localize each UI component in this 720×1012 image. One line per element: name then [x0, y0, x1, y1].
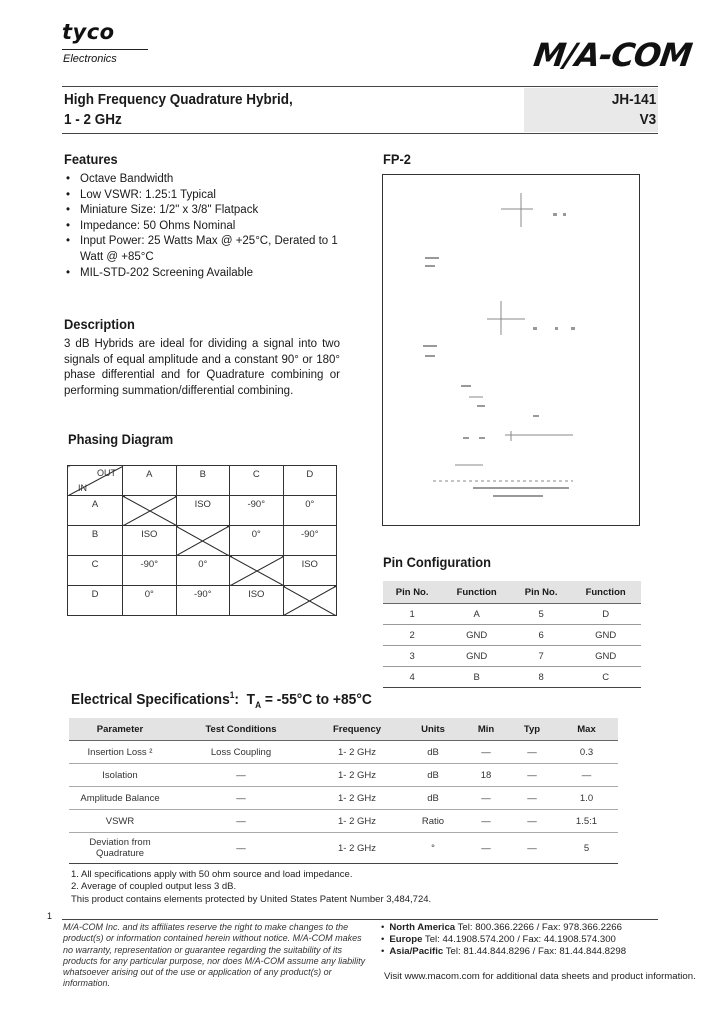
phasing-table	[67, 465, 337, 616]
phasing-cell: ISO	[123, 526, 177, 556]
fp2-heading: FP-2	[383, 151, 411, 167]
pin-cell: GND	[570, 625, 641, 646]
elec-heading-temp-range: = -55°C to +85°C	[261, 691, 372, 708]
elec-cell: Deviation from Quadrature	[69, 833, 171, 864]
elec-cell: Ratio	[403, 810, 463, 833]
pin-cell: 6	[512, 625, 570, 646]
phasing-row	[68, 586, 337, 616]
description-text: 3 dB Hybrids are ideal for dividing a signal into two signals of equal amplitude and a constant 90° or 180° phase differential and for Quadrature combining or performing summation/differential combining.	[64, 338, 340, 397]
pin-cell: C	[570, 667, 641, 688]
elec-cell: —	[509, 810, 555, 833]
phasing-heading: Phasing Diagram	[68, 431, 174, 447]
phasing-cell-na	[283, 586, 337, 616]
elec-cell: Amplitude Balance	[69, 787, 171, 810]
phasing-cell: ISO	[176, 496, 230, 526]
elec-cell: —	[171, 810, 311, 833]
outline-drawing	[383, 175, 639, 525]
title-line-2: 1 - 2 GHz	[64, 111, 122, 128]
elec-cell: Isolation	[69, 764, 171, 787]
pin-table-header	[383, 581, 641, 604]
elec-cell: Loss Coupling	[171, 741, 311, 764]
pin-cell: 3	[383, 646, 441, 667]
elec-cell: —	[509, 741, 555, 764]
contact-row	[381, 946, 626, 958]
elec-col-header: Frequency	[311, 718, 403, 741]
elec-heading-text: Electrical Specifications	[71, 691, 230, 708]
elec-col-header: Min	[463, 718, 509, 741]
outline-drawing-frame	[382, 174, 640, 526]
title-line-1: High Frequency Quadrature Hybrid,	[64, 91, 293, 108]
pin-cell: GND	[570, 646, 641, 667]
elec-cell: 1.5:1	[555, 810, 618, 833]
note-item: 1. All specifications apply with 50 ohm source and load impedance.	[71, 869, 353, 880]
phasing-row-header: B	[68, 526, 123, 556]
note-item: This product contains elements protected by United States Patent Number 3,484,724.	[71, 893, 432, 905]
header-rule	[62, 86, 658, 87]
pin-config-table	[383, 581, 641, 688]
note-item: 2. Average of coupled output less 3 dB.	[71, 881, 237, 893]
elec-col-header: Max	[555, 718, 618, 741]
logo-divider	[62, 49, 148, 50]
elec-cell: Insertion Loss ²	[69, 741, 171, 764]
pin-col-header: Function	[441, 581, 512, 604]
elec-heading-temp-symbol: T	[246, 691, 256, 708]
phasing-cell: 0°	[123, 586, 177, 616]
elec-cell: —	[463, 787, 509, 810]
elec-row	[69, 764, 618, 787]
elec-cell: dB	[403, 787, 463, 810]
phasing-cell: -90°	[230, 496, 284, 526]
document-title	[64, 90, 293, 130]
elec-cell: 18	[463, 764, 509, 787]
elec-cell: —	[509, 764, 555, 787]
pin-cell: 7	[512, 646, 570, 667]
contact-row	[381, 934, 626, 946]
pin-cell: 2	[383, 625, 441, 646]
phasing-row-header: A	[68, 496, 123, 526]
elec-cell: —	[171, 833, 311, 864]
phasing-cell: 0°	[230, 526, 284, 556]
elec-specs-table	[69, 718, 618, 864]
elec-cell: dB	[403, 764, 463, 787]
phasing-col-header: B	[176, 466, 230, 496]
contact-numbers: Tel: 81.44.844.8296 / Fax: 81.44.844.8298	[445, 945, 627, 957]
elec-cell: 1- 2 GHz	[311, 833, 403, 864]
feature-item: • MIL-STD-202 Screening Available	[64, 266, 364, 282]
phasing-cell: -90°	[123, 556, 177, 586]
elec-cell: VSWR	[69, 810, 171, 833]
pin-cell: B	[441, 667, 512, 688]
pin-col-header: Pin No.	[383, 581, 441, 604]
pin-row	[383, 604, 641, 625]
elec-cell: —	[463, 833, 509, 864]
page-number: 1	[47, 911, 53, 921]
contact-numbers: Tel: 44.1908.574.200 / Fax: 44.1908.574.300	[424, 933, 616, 945]
part-number-value: JH-141	[611, 91, 656, 108]
part-number	[612, 90, 656, 130]
phasing-cell-na	[176, 526, 230, 556]
phasing-row-header: C	[68, 556, 123, 586]
elec-cell: °	[403, 833, 463, 864]
disclaimer: M/A-COM Inc. and its affiliates reserve the right to make changes to the product(s) or information contained herein without notice. M/A-COM makes no warranty, representation or guarantee regarding the suitability of its products for any particular purpose, nor does M/A-COM assume any liability whatsoever arising out of the use or application of any product(s) or information.	[63, 922, 366, 989]
phasing-col-header: D	[283, 466, 337, 496]
contact-list	[381, 922, 626, 957]
features-list	[64, 172, 364, 281]
phasing-cell: ISO	[230, 586, 284, 616]
pin-row	[383, 646, 641, 667]
version-value: V3	[639, 111, 656, 128]
phasing-row	[68, 496, 337, 526]
elec-cell: —	[509, 787, 555, 810]
elec-heading-temp-sub: A	[255, 700, 262, 710]
phasing-row-header: D	[68, 586, 123, 616]
elec-row	[69, 741, 618, 764]
macom-logo: M/A-COM	[531, 36, 694, 74]
phasing-cell-na	[230, 556, 284, 586]
contact-region: North America	[389, 922, 456, 933]
pin-row	[383, 625, 641, 646]
pin-cell: GND	[441, 625, 512, 646]
pin-cell: D	[570, 604, 641, 625]
tyco-logo-subtitle: Electronics	[63, 53, 117, 65]
out-label: OUT	[97, 468, 116, 478]
elec-cell: 1- 2 GHz	[311, 787, 403, 810]
elec-cell: —	[171, 764, 311, 787]
elec-row	[69, 787, 618, 810]
elec-cell: 5	[555, 833, 618, 864]
website-note: Visit www.macom.com for additional data sheets and product information.	[384, 971, 696, 982]
phasing-cell: -90°	[176, 586, 230, 616]
pin-col-header: Pin No.	[512, 581, 570, 604]
phasing-cell: 0°	[283, 496, 337, 526]
feature-item: • Input Power: 25 Watts Max @ +25°C, Derated to 1 Watt @ +85°C	[64, 234, 364, 265]
elec-heading-footnote: 1	[229, 690, 235, 700]
pin-col-header: Function	[570, 581, 641, 604]
elec-cell: 1.0	[555, 787, 618, 810]
feature-item: • Impedance: 50 Ohms Nominal	[64, 219, 364, 235]
contact-region: Europe	[389, 933, 423, 945]
pin-row	[383, 667, 641, 688]
title-rule	[62, 133, 658, 134]
elec-cell: —	[463, 810, 509, 833]
elec-col-header: Parameter	[69, 718, 171, 741]
contact-region: Asia/Pacific	[389, 945, 444, 957]
phasing-row	[68, 556, 337, 586]
pin-cell: 1	[383, 604, 441, 625]
elec-col-header: Typ	[509, 718, 555, 741]
elec-row	[69, 810, 618, 833]
elec-cell: 0.3	[555, 741, 618, 764]
pin-cell: 4	[383, 667, 441, 688]
pin-cell: A	[441, 604, 512, 625]
elec-col-header: Test Conditions	[171, 718, 311, 741]
pin-cell: 5	[512, 604, 570, 625]
phasing-col-header: C	[230, 466, 284, 496]
pin-cell: 8	[512, 667, 570, 688]
contact-row	[381, 922, 626, 934]
phasing-col-header: A	[123, 466, 177, 496]
phasing-cell: ISO	[283, 556, 337, 586]
elec-cell: —	[171, 787, 311, 810]
elec-cell: 1- 2 GHz	[311, 810, 403, 833]
phasing-cell-na	[123, 496, 177, 526]
feature-item: • Miniature Size: 1/2" x 3/8" Flatpack	[64, 203, 364, 219]
contact-numbers: Tel: 800.366.2266 / Fax: 978.366.2266	[457, 922, 622, 933]
elec-cell: 1- 2 GHz	[311, 741, 403, 764]
phasing-row	[68, 526, 337, 556]
elec-cell: —	[463, 741, 509, 764]
phasing-header-row	[68, 466, 337, 496]
phasing-cell: -90°	[283, 526, 337, 556]
phasing-cell: 0°	[176, 556, 230, 586]
elec-cell: 1- 2 GHz	[311, 764, 403, 787]
elec-cell: —	[555, 764, 618, 787]
elec-specs-heading: Electrical Specifications$^1$: $T_A = -55^\circ C$ to +85°C	[71, 690, 372, 710]
description-heading: Description	[64, 316, 135, 332]
tyco-logo: tyco	[62, 20, 115, 44]
phasing-corner-cell	[68, 466, 123, 496]
elec-notes	[71, 869, 431, 906]
pin-config-heading: Pin Configuration	[383, 554, 492, 570]
pin-cell: GND	[441, 646, 512, 667]
elec-table-header	[69, 718, 618, 741]
elec-cell: —	[509, 833, 555, 864]
elec-row	[69, 833, 618, 864]
features-heading: Features	[64, 151, 118, 167]
in-label: IN	[78, 483, 87, 493]
footer-rule	[62, 919, 658, 920]
feature-item: • Low VSWR: 1.25:1 Typical	[64, 188, 364, 204]
elec-col-header: Units	[403, 718, 463, 741]
feature-item: • Octave Bandwidth	[64, 172, 364, 188]
elec-cell: dB	[403, 741, 463, 764]
